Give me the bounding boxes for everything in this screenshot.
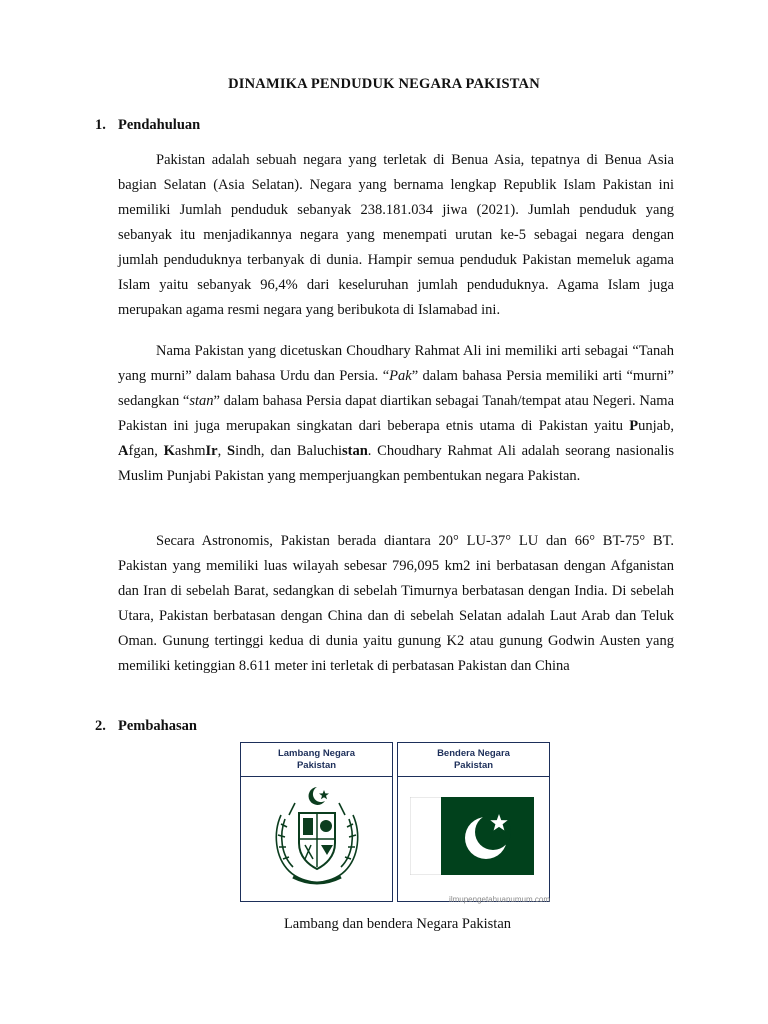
section-title: Pembahasan <box>118 718 197 734</box>
flag-panel <box>397 742 550 902</box>
pakistan-emblem-icon <box>267 785 367 890</box>
paragraph-intro: Pakistan adalah sebuah negara yang terletak di Benua Asia, tepatnya di Benua Asia bagian Selatan (Asia Selatan). Negara yang bernama lengkap Republik Islam Pakistan ini memiliki Jumlah penduduk sebanyak 238.181.034 jiwa (2021). Jumlah penduduk yang sebanyak itu menjadikannya negara yang menempati urutan ke-5 sebagai negara dengan jumlah penduduknya terbanyak di dunia. Hampir semua penduduk Pakistan memeluk agama Islam yaitu sebanyak 96,4% dari keseluruhan jumlah penduduknya. Agama Islam juga merupakan agama resmi negara yang beribukota di Islamabad ini. <box>118 152 674 318</box>
emblem-panel-header: Lambang Negara Pakistan <box>241 743 392 777</box>
figure-caption: Lambang dan bendera Negara Pakistan <box>283 916 512 932</box>
section-number: 1. <box>95 117 106 133</box>
italic-pak: Pak <box>389 368 412 384</box>
flag-panel-header: Bendera Negara Pakistan <box>398 743 549 777</box>
section-heading-pembahasan <box>95 718 197 735</box>
paragraph-name-origin: Nama Pakistan yang dicetuskan Choudhary Rahmat Ali ini memiliki arti sebagai “Tanah yang murni” dalam bahasa Urdu dan Persia. “Pak” dalam bahasa Persia memiliki arti “murni” sedangkan “stan” dalam bahasa Persia dapat diartikan sebagai Tanah/tempat atau Negeri. Nama Pakistan ini juga merupakan singkatan dari beberapa etnis utama di Pakistan yaitu Punjab, Afgan, KashmIr, Sindh, dan Baluchistan. Choudhary Rahmat Ali adalah seorang nasionalis Muslim Punjabi Pakistan yang memperjuangkan pembentukan negara Pakistan. <box>118 343 675 484</box>
figure-watermark: ilmupengetahuanumum.com <box>449 895 550 904</box>
figure-emblem-flag <box>240 742 550 908</box>
section-heading-pendahuluan <box>95 117 200 134</box>
pakistan-flag-icon <box>410 797 534 875</box>
section-number: 2. <box>95 718 106 734</box>
paragraph-geography: Secara Astronomis, Pakistan berada diantara 20° LU-37° LU dan 66° BT-75° BT. Pakistan yang memiliki luas wilayah sebesar 796,095 km2 ini berbatasan dengan Afganistan dan Iran di sebelah Barat, sedangkan di sebelah Timurnya berbatasan dengan India. Di sebelah Utara, Pakistan berbatasan dengan China dan di sebelah Selatan adalah Laut Arab dan Teluk Oman. Gunung tertinggi kedua di dunia yaitu gunung K2 atau gunung Godwin Austen yang memiliki ketinggian 8.611 meter ini terletak di perbatasan Pakistan dan China <box>118 533 674 674</box>
section-title: Pendahuluan <box>118 117 201 133</box>
italic-stan: stan <box>189 393 214 409</box>
emblem-panel <box>240 742 393 902</box>
document-title: DINAMIKA PENDUDUK NEGARA PAKISTAN <box>228 76 540 92</box>
